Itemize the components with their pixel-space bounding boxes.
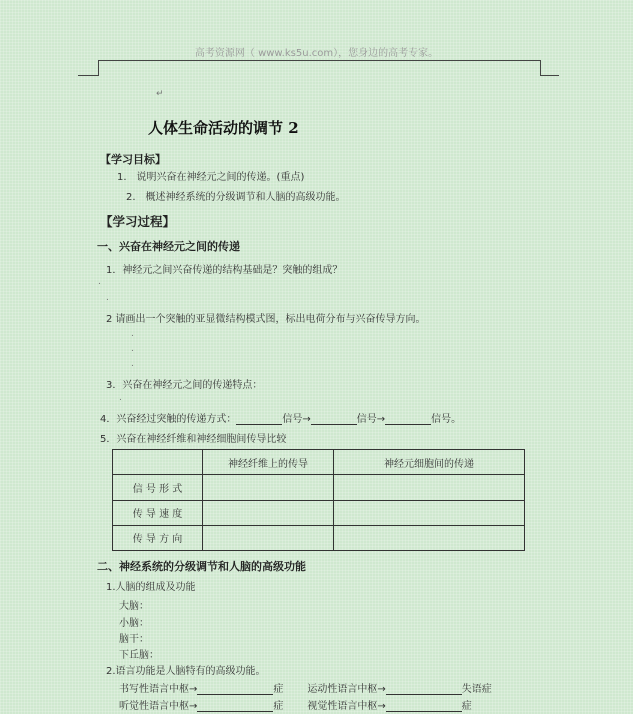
brain-part: 脑干： [119, 634, 149, 645]
question-text: 3．兴奋在神经元之间的传递特点： [106, 380, 263, 391]
table-cell [203, 525, 334, 550]
center-label: 书写性语言中枢→ [119, 684, 198, 695]
table-row [113, 450, 525, 475]
center-label: 听觉性语言中枢→ [119, 701, 198, 712]
table-cell [334, 525, 525, 550]
table-cell [203, 500, 334, 525]
brain-part: 大脑： [119, 601, 149, 612]
table-header-cell: 神经元细胞间的传递 [334, 450, 525, 475]
center-suffix: 症 [273, 701, 284, 712]
table-row-label: 传 导 速 度 [113, 500, 203, 525]
answer-blank [386, 700, 462, 712]
center-label: 运动性语言中枢→ [307, 684, 386, 695]
table-row [113, 500, 525, 525]
header-margin-right [540, 75, 559, 76]
table-row-label: 传 导 方 向 [113, 525, 203, 550]
table-header-cell: 神经纤维上的传导 [203, 450, 334, 475]
process-heading: 【学习过程】 [100, 214, 176, 229]
header-divider [98, 60, 540, 61]
answer-blank [385, 413, 431, 425]
table-cell [334, 500, 525, 525]
goal-item: 1. 说明兴奋在神经元之间的传递。(重点) [117, 172, 305, 183]
answer-blank [311, 413, 357, 425]
answer-blank [236, 413, 282, 425]
question-text: 2 请画出一个突触的亚显微结构模式图，标出电荷分布与兴奋传导方向。 [106, 314, 426, 325]
comparison-table [112, 449, 525, 551]
question-text: 5．兴奋在神经纤维和神经细胞间传导比较 [100, 434, 287, 445]
question-text: 1.人脑的组成及功能 [106, 582, 196, 593]
language-center-row [119, 680, 492, 695]
document-title: 人体生命活动的调节 2 [148, 119, 299, 137]
paragraph-mark: . [98, 277, 101, 287]
paragraph-mark: . [131, 359, 134, 369]
language-center-row [119, 697, 472, 712]
section-heading: 一、兴奋在神经元之间的传递 [97, 240, 240, 253]
table-cell [203, 475, 334, 500]
header-margin-left [78, 75, 99, 76]
signal-label: 信号→ [282, 414, 311, 425]
page-header: 高考资源网（ www.ks5u.com），您身边的高考专家。 [194, 48, 439, 59]
goals-heading: 【学习目标】 [100, 153, 166, 166]
center-suffix: 失语症 [461, 684, 492, 695]
section-heading: 二、神经系统的分级调节和人脑的高级功能 [97, 560, 306, 573]
answer-blank [197, 683, 273, 695]
header-rule-left [98, 60, 99, 76]
table-row [113, 475, 525, 500]
header-rule-right [540, 60, 541, 76]
brain-part: 小脑： [119, 618, 149, 629]
question-prefix: 4．兴奋经过突触的传递方式： [100, 414, 237, 425]
signal-label: 信号→ [356, 414, 386, 425]
paragraph-mark: . [119, 393, 122, 403]
paragraph-mark: . [131, 329, 134, 339]
table-cell [334, 475, 525, 500]
brain-part: 下丘脑： [119, 650, 159, 661]
paragraph-mark: . [106, 293, 109, 303]
paragraph-mark: ↵ [156, 89, 164, 99]
goal-item: 2. 概述神经系统的分级调节和人脑的高级功能。 [126, 192, 346, 203]
question-text: 2.语言功能是人脑特有的高级功能。 [106, 666, 266, 677]
signal-label: 信号。 [431, 414, 462, 425]
center-suffix: 症 [273, 684, 284, 695]
paragraph-mark: . [131, 344, 134, 354]
table-header-cell [113, 450, 203, 475]
center-suffix: 症 [461, 701, 472, 712]
center-label: 视觉性语言中枢→ [307, 701, 386, 712]
question-text: 1．神经元之间兴奋传递的结构基础是？突触的组成？ [106, 265, 343, 276]
table-row-label: 信 号 形 式 [113, 475, 203, 500]
answer-blank [197, 700, 273, 712]
table-row [113, 525, 525, 550]
answer-blank [386, 683, 462, 695]
question-transmission [100, 410, 461, 425]
